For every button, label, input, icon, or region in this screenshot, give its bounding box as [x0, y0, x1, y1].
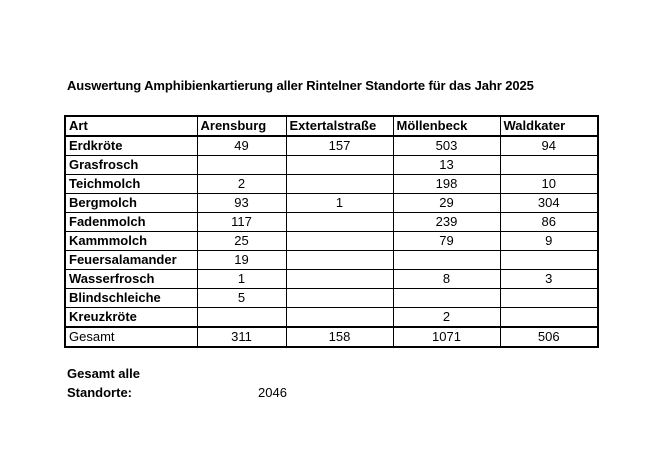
count-cell: 1 — [286, 194, 393, 213]
count-cell: 2 — [197, 175, 286, 194]
count-cell: 10 — [500, 175, 598, 194]
species-name: Feuersalamander — [65, 251, 197, 270]
count-cell: 25 — [197, 232, 286, 251]
count-cell: 13 — [393, 156, 500, 175]
count-cell: 79 — [393, 232, 500, 251]
column-header-extertalstrasse: Extertalstraße — [286, 116, 393, 136]
count-cell: 157 — [286, 136, 393, 156]
table-row — [65, 213, 598, 232]
total-cell: 311 — [197, 327, 286, 347]
count-cell: 503 — [393, 136, 500, 156]
table-row — [65, 156, 598, 175]
table-row — [65, 175, 598, 194]
table-header-row — [65, 116, 598, 136]
count-cell — [286, 251, 393, 270]
grand-total-label-line1: Gesamt alle — [67, 366, 140, 381]
count-cell: 94 — [500, 136, 598, 156]
grand-total-label-line2: Standorte: — [67, 385, 132, 400]
count-cell — [286, 232, 393, 251]
grand-total-value: 2046 — [258, 385, 287, 400]
table-row — [65, 194, 598, 213]
count-cell: 86 — [500, 213, 598, 232]
total-cell: 506 — [500, 327, 598, 347]
document-title: Auswertung Amphibienkartierung aller Rintelner Standorte für das Jahr 2025 — [67, 78, 534, 93]
species-name: Bergmolch — [65, 194, 197, 213]
species-name: Wasserfrosch — [65, 270, 197, 289]
total-row — [65, 327, 598, 347]
count-cell — [197, 156, 286, 175]
total-cell: 158 — [286, 327, 393, 347]
count-cell — [286, 289, 393, 308]
table-row — [65, 232, 598, 251]
species-name: Grasfrosch — [65, 156, 197, 175]
species-name: Erdkröte — [65, 136, 197, 156]
total-label: Gesamt — [65, 327, 197, 347]
table-row — [65, 136, 598, 156]
count-cell — [286, 213, 393, 232]
count-cell: 19 — [197, 251, 286, 270]
count-cell — [500, 289, 598, 308]
count-cell: 2 — [393, 308, 500, 328]
count-cell: 93 — [197, 194, 286, 213]
count-cell: 49 — [197, 136, 286, 156]
table-row — [65, 270, 598, 289]
table-row — [65, 308, 598, 328]
column-header-arensburg: Arensburg — [197, 116, 286, 136]
count-cell: 8 — [393, 270, 500, 289]
total-cell: 1071 — [393, 327, 500, 347]
count-cell — [500, 308, 598, 328]
count-cell: 29 — [393, 194, 500, 213]
count-cell — [500, 251, 598, 270]
species-name: Teichmolch — [65, 175, 197, 194]
count-cell — [286, 156, 393, 175]
species-name: Kreuzkröte — [65, 308, 197, 328]
table-row — [65, 251, 598, 270]
count-cell: 198 — [393, 175, 500, 194]
count-cell: 9 — [500, 232, 598, 251]
column-header-moellenbeck: Möllenbeck — [393, 116, 500, 136]
count-cell — [286, 270, 393, 289]
count-cell — [286, 308, 393, 328]
species-name: Fadenmolch — [65, 213, 197, 232]
count-cell — [393, 289, 500, 308]
count-cell: 117 — [197, 213, 286, 232]
count-cell: 239 — [393, 213, 500, 232]
count-cell: 5 — [197, 289, 286, 308]
count-cell: 1 — [197, 270, 286, 289]
count-cell: 304 — [500, 194, 598, 213]
count-cell — [500, 156, 598, 175]
amphibian-count-table — [64, 115, 599, 348]
column-header-art: Art — [65, 116, 197, 136]
table-row — [65, 289, 598, 308]
species-name: Kammmolch — [65, 232, 197, 251]
count-cell: 3 — [500, 270, 598, 289]
species-name: Blindschleiche — [65, 289, 197, 308]
count-cell — [286, 175, 393, 194]
count-cell — [393, 251, 500, 270]
count-cell — [197, 308, 286, 328]
column-header-waldkater: Waldkater — [500, 116, 598, 136]
